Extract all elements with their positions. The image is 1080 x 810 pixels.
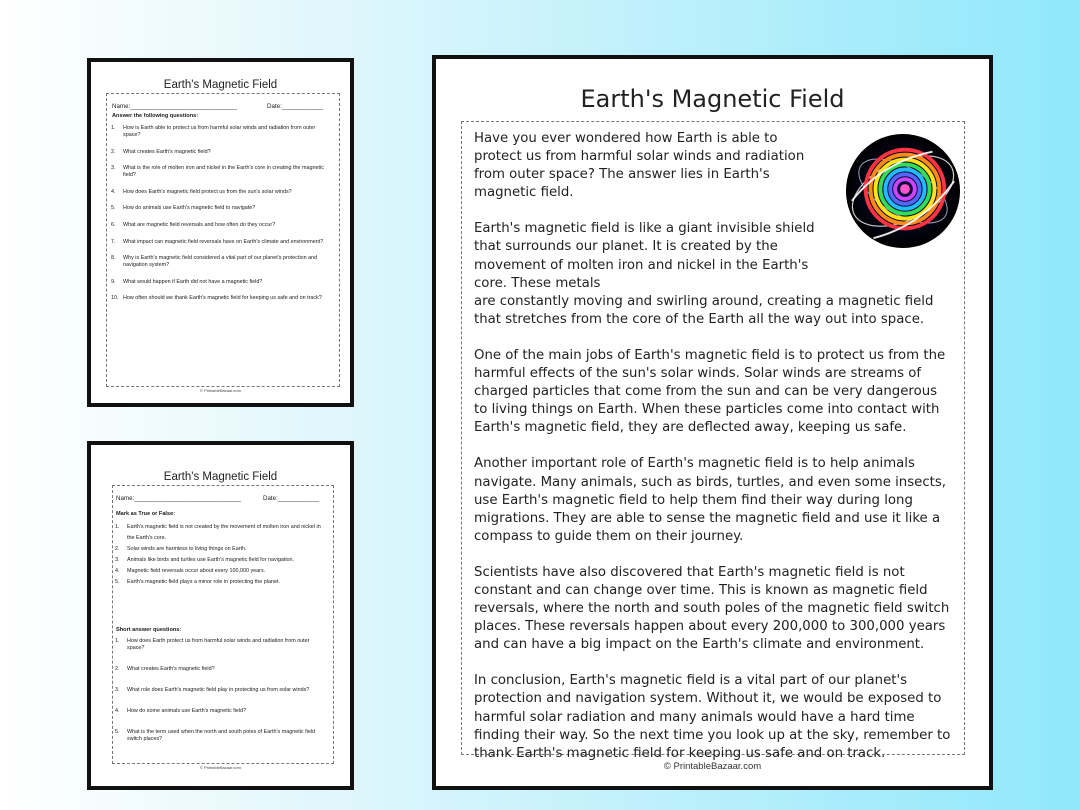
item-text: Magnetic field reversals occur about every 100,000 years. <box>127 568 266 574</box>
item-text: What is the term used when the north and south poles of Earth's magnetic field switch places? <box>127 729 316 742</box>
worksheet-title: Earth's Magnetic Field <box>163 471 278 483</box>
item-text: Why is Earth's magnetic field considered a vital part of our planet's protection and navigation system? <box>123 255 318 269</box>
item-number: 1. <box>115 524 120 530</box>
item-number: 5. <box>115 579 120 585</box>
list-item <box>113 708 325 715</box>
item-text: Solar winds are harmless to living things on Earth. <box>127 546 247 552</box>
reading-passage <box>474 130 952 781</box>
item-number: 4. <box>115 708 120 714</box>
list-item <box>113 729 325 743</box>
list-item <box>113 687 325 694</box>
worksheet-title: Earth's Magnetic Field <box>163 79 278 91</box>
item-text: What creates Earth's magnetic field? <box>123 148 211 155</box>
item-number: 8. <box>111 255 116 262</box>
list-item <box>113 544 325 555</box>
worksheet-frame <box>112 485 334 764</box>
true-false-list <box>113 522 325 588</box>
worksheet-questions <box>87 58 354 407</box>
item-number: 2. <box>115 666 120 672</box>
name-field: Name:_______________________________ <box>116 495 241 502</box>
item-text: What would happen if Earth did not have a magnetic field? <box>123 278 263 285</box>
worksheet-frame <box>106 93 340 387</box>
item-text: Animals like birds and turtles use Earth's magnetic field for navigation. <box>127 557 295 563</box>
item-text: How does Earth's magnetic field protect us from the sun's solar winds? <box>123 188 292 195</box>
item-number: 2. <box>111 148 116 155</box>
list-item <box>109 222 331 229</box>
item-number: 5. <box>111 205 116 212</box>
short-answer-list <box>113 638 325 757</box>
name-field: Name:_______________________________ <box>112 103 237 110</box>
list-item <box>113 638 325 652</box>
item-text: What is the role of molten iron and nickel in the Earth's core in creating the magnetic field? <box>123 165 324 179</box>
worksheet-footer: © PrintableBazaar.com <box>200 765 241 770</box>
list-item <box>113 666 325 673</box>
paragraph-2-part-1: Earth's magnetic field is like a giant invisible shield that surrounds our planet. It is created by the movement of molten iron and nickel in the Earth's core. These metals <box>474 221 815 291</box>
paragraph-3: One of the main jobs of Earth's magnetic field is to protect us from the harmful effects of the sun's solar winds. Solar winds are streams of charged particles that come from the sun and can be very dangerous to living things on Earth. When these particles come into contact with Earth's magnetic field, they are deflected away, keeping us safe. <box>474 347 946 436</box>
item-number: 4. <box>111 188 116 195</box>
item-text: Earth's magnetic field is not created by the movement of molten iron and nickel in the Earth's core. <box>127 524 321 541</box>
true-false-heading: Mark as True or False: <box>116 511 176 517</box>
item-number: 3. <box>111 165 116 172</box>
item-text: Earth's magnetic field plays a minor role in protecting the planet. <box>127 579 280 585</box>
list-item <box>109 149 331 156</box>
list-item <box>109 239 331 246</box>
item-number: 1. <box>115 638 120 644</box>
page-footer: © PrintableBazaar.com <box>663 761 762 772</box>
paragraph-6: In conclusion, Earth's magnetic field is a vital part of our planet's protection and navigation system. Without it, we would be exposed to harmful solar radiation and many animals would have a hard time finding their way. So the next time you look up at the sky, remember to thank Earth's magnetic field for keeping us safe and on track. <box>474 673 951 761</box>
item-text: What are magnetic field reversals and how often do they occur? <box>123 221 276 228</box>
item-number: 10. <box>111 295 119 302</box>
short-answer-heading: Short answer questions: <box>116 627 182 633</box>
item-text: How is Earth able to protect us from harmful solar winds and radiation from outer space? <box>123 125 316 138</box>
paragraph-4: Another important role of Earth's magnetic field is to help animals navigate. Many animals, such as birds, turtles, and even some insects, use Earth's magnetic field to help them find their way during long migrations. They are able to sense the magnetic field and use it like a compass to guide them on their journey. <box>474 456 947 544</box>
paragraph-1: Have you ever wondered how Earth is able to protect us from harmful solar winds and radiation from outer space? The answer lies in Earth's magnetic field. <box>474 131 805 201</box>
list-item <box>109 295 331 302</box>
item-text: How do animals use Earth's magnetic field to navigate? <box>123 205 256 212</box>
date-field: Date:____________ <box>263 495 320 502</box>
item-number: 5. <box>115 729 120 735</box>
list-item <box>109 189 331 196</box>
section-heading: Answer the following questions: <box>112 113 199 119</box>
worksheet-true-false <box>87 441 354 790</box>
item-number: 2. <box>115 546 120 552</box>
list-item <box>113 522 325 544</box>
item-number: 7. <box>111 238 116 245</box>
reading-page <box>432 55 993 790</box>
list-item <box>113 555 325 566</box>
paragraph-2-part-2: are constantly moving and swirling around, creating a magnetic field that stretches from the core of the Earth all the way out into space. <box>474 293 934 327</box>
page-title: Earth's Magnetic Field <box>580 85 845 113</box>
paragraph-5: Scientists have also discovered that Earth's magnetic field is not constant and can change over time. This is known as magnetic field reversals, where the north and south poles of the magnetic field switch places. These reversals happen about every 200,000 to 300,000 years and can have a big impact on the Earth's climate and environment. <box>474 564 950 653</box>
item-number: 4. <box>115 568 120 574</box>
list-item <box>109 125 331 139</box>
question-list <box>109 125 331 312</box>
worksheet-footer: © PrintableBazaar.com <box>200 388 241 393</box>
item-text: How do some animals use Earth's magnetic field? <box>127 708 247 714</box>
list-item <box>113 566 325 577</box>
item-number: 3. <box>115 557 120 563</box>
list-item <box>109 165 331 179</box>
list-item <box>109 205 331 212</box>
reading-frame <box>461 121 965 761</box>
list-item <box>113 577 325 588</box>
item-text: What role does Earth's magnetic field play in protecting us from solar winds? <box>127 687 310 693</box>
item-number: 3. <box>115 687 120 693</box>
item-number: 6. <box>111 221 116 228</box>
item-text: How does Earth protect us from harmful solar winds and radiation from outer space? <box>127 638 310 651</box>
item-number: 9. <box>111 278 116 285</box>
magnetic-field-icon <box>844 132 962 250</box>
list-item <box>109 279 331 286</box>
date-field: Date:____________ <box>267 103 324 110</box>
list-item <box>109 255 331 269</box>
item-text: What creates Earth's magnetic field? <box>127 666 215 672</box>
item-text: How often should we thank Earth's magnetic field for keeping us safe and on track? <box>123 295 322 302</box>
item-text: What impact can magnetic field reversals have on Earth's climate and environment? <box>123 238 324 245</box>
item-number: 1. <box>111 125 116 131</box>
